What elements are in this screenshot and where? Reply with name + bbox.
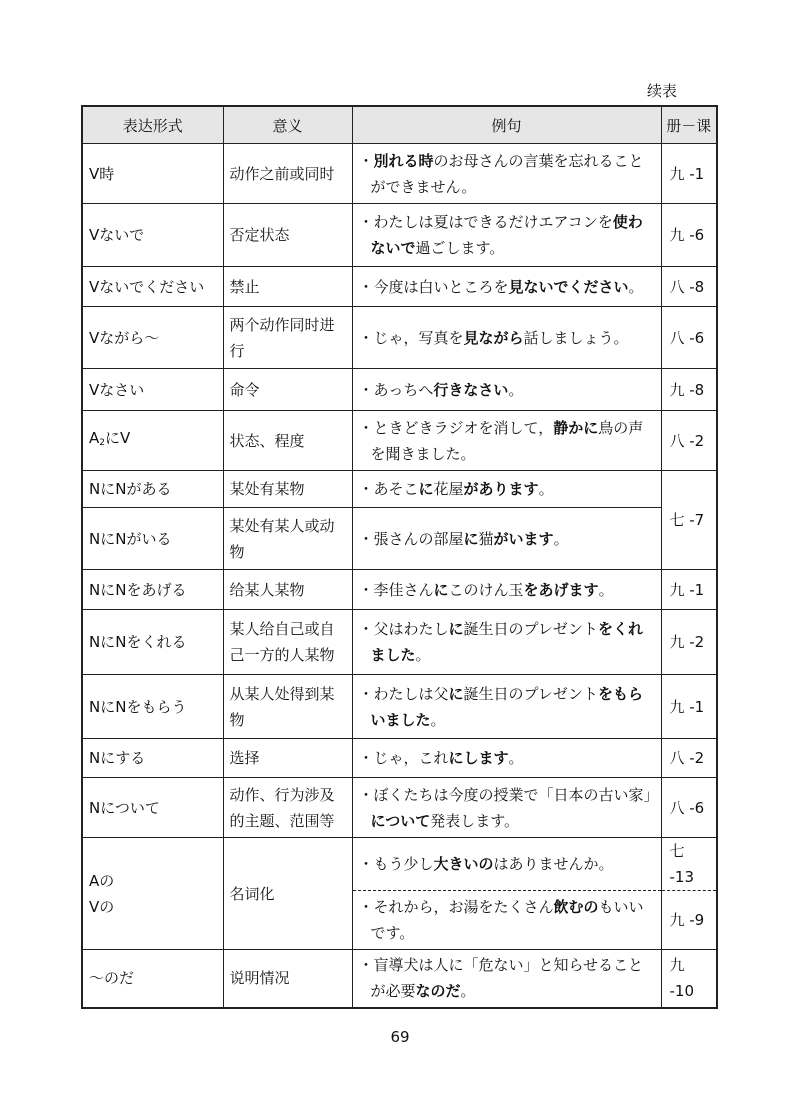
example-cell: ・わたしは父に誕生日のプレゼントをもらいました。 — [352, 675, 661, 739]
lesson-cell: 九 -6 — [661, 204, 717, 267]
lesson-cell: 八 -8 — [661, 267, 717, 307]
lesson-cell: 九 -10 — [661, 950, 717, 1008]
table-row — [82, 838, 717, 891]
meaning-cell: 说明情况 — [223, 950, 352, 1008]
meaning-cell: 某处有某人或动物 — [223, 508, 352, 570]
meaning-cell: 否定状态 — [223, 204, 352, 267]
example-cell: ・それから，お湯をたくさん飲むのもいいです。 — [352, 891, 661, 950]
example-cell: ・もう少し大きいのはありませんか。 — [352, 838, 661, 891]
example-cell: ・今度は白いところを見ないでください。 — [352, 267, 661, 307]
lesson-cell: 九 -1 — [661, 570, 717, 610]
table-row — [82, 369, 717, 411]
example-cell: ・わたしは夏はできるだけエアコンを使わないで過ごします。 — [352, 204, 661, 267]
form-cell: NにNがある — [82, 471, 223, 508]
lesson-cell: 九 -1 — [661, 675, 717, 739]
lesson-cell: 八 -6 — [661, 307, 717, 369]
table-row — [82, 204, 717, 267]
lesson-cell: 九 -1 — [661, 144, 717, 204]
example-cell: ・ぼくたちは今度の授業で「日本の古い家」について発表します。 — [352, 778, 661, 838]
meaning-cell: 名词化 — [223, 838, 352, 950]
example-cell: ・あそこに花屋があります。 — [352, 471, 661, 508]
table-row — [82, 675, 717, 739]
header-lesson: 册－课 — [661, 106, 717, 144]
example-cell: ・別れる時のお母さんの言葉を忘れることができません。 — [352, 144, 661, 204]
table-row — [82, 508, 717, 570]
header-meaning: 意义 — [223, 106, 352, 144]
lesson-cell: 九 -9 — [661, 891, 717, 950]
lesson-cell: 八 -6 — [661, 778, 717, 838]
example-cell: ・ときどきラジオを消して，静かに鳥の声を聞きました。 — [352, 411, 661, 471]
meaning-cell: 状态、程度 — [223, 411, 352, 471]
form-cell: Vなさい — [82, 369, 223, 411]
example-cell: ・盲導犬は人に「危ない」と知らせることが必要なのだ。 — [352, 950, 661, 1008]
example-cell: ・父はわたしに誕生日のプレゼントをくれました。 — [352, 610, 661, 675]
header-row — [82, 106, 717, 144]
lesson-cell: 九 -2 — [661, 610, 717, 675]
form-cell: Aの Vの — [82, 838, 223, 950]
form-cell: Vないでください — [82, 267, 223, 307]
form-cell: NにNをくれる — [82, 610, 223, 675]
header-example: 例句 — [352, 106, 661, 144]
lesson-cell: 九 -8 — [661, 369, 717, 411]
lesson-cell: 八 -2 — [661, 739, 717, 778]
table-row — [82, 471, 717, 508]
example-cell: ・張さんの部屋に猫がいます。 — [352, 508, 661, 570]
table-row — [82, 267, 717, 307]
form-cell: Nにする — [82, 739, 223, 778]
table-row — [82, 950, 717, 1008]
table-row — [82, 778, 717, 838]
form-cell: Vながら～ — [82, 307, 223, 369]
table-row — [82, 570, 717, 610]
form-cell: NにNをもらう — [82, 675, 223, 739]
meaning-cell: 命令 — [223, 369, 352, 411]
form-cell: ～のだ — [82, 950, 223, 1008]
form-cell: Vないで — [82, 204, 223, 267]
example-cell: ・あっちへ行きなさい。 — [352, 369, 661, 411]
continued-label: 续表 — [647, 82, 678, 100]
meaning-cell: 动作、行为涉及的主题、范围等 — [223, 778, 352, 838]
form-cell: V時 — [82, 144, 223, 204]
table-row — [82, 610, 717, 675]
meaning-cell: 禁止 — [223, 267, 352, 307]
meaning-cell: 动作之前或同时 — [223, 144, 352, 204]
form-cell: $A_2$にV — [82, 411, 223, 471]
meaning-cell: 给某人某物 — [223, 570, 352, 610]
form-cell: NにNがいる — [82, 508, 223, 570]
meaning-cell: 选择 — [223, 739, 352, 778]
form-cell: Nについて — [82, 778, 223, 838]
meaning-cell: 某人给自己或自己一方的人某物 — [223, 610, 352, 675]
lesson-cell: 七 -13 — [661, 838, 717, 891]
meaning-cell: 从某人处得到某物 — [223, 675, 352, 739]
meaning-cell: 两个动作同时进行 — [223, 307, 352, 369]
example-cell: ・李佳さんにこのけん玉をあげます。 — [352, 570, 661, 610]
header-form: 表达形式 — [82, 106, 223, 144]
page-number: 69 — [390, 1028, 410, 1046]
example-cell: ・じゃ，これにします。 — [352, 739, 661, 778]
lesson-cell: 七 -7 — [661, 471, 717, 570]
table-row — [82, 307, 717, 369]
table-row — [82, 739, 717, 778]
table-row — [82, 411, 717, 471]
grammar-table — [81, 105, 718, 1009]
lesson-cell: 八 -2 — [661, 411, 717, 471]
meaning-cell: 某处有某物 — [223, 471, 352, 508]
example-cell: ・じゃ，写真を見ながら話しましょう。 — [352, 307, 661, 369]
form-cell: NにNをあげる — [82, 570, 223, 610]
table-row — [82, 144, 717, 204]
